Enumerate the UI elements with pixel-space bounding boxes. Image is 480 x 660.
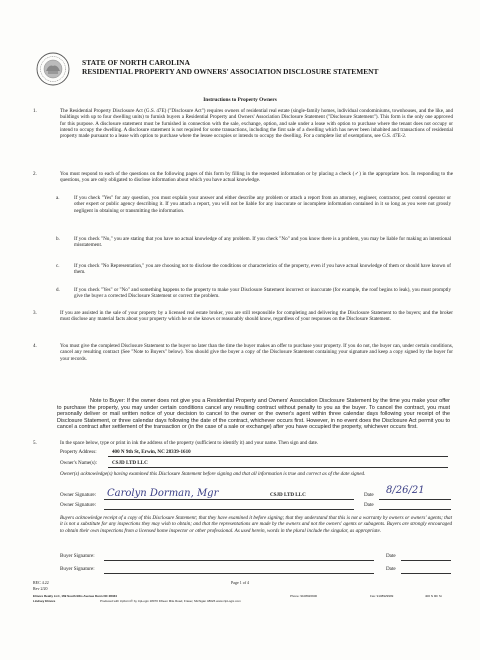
owners-names-value[interactable]: CSJD LTD LLC [112,460,148,466]
owner-acknowledgement: Owner(s) acknowledge(s) having examined this Disclosure Statement before signing and that all information is true and correct as of the date signed. [60,471,366,477]
buyer-date-label: Date [386,553,396,559]
item-number: 2. [33,171,37,177]
instructions-heading: Instructions to Property Owners [203,97,277,103]
item-text: You must respond to each of the questions on the following pages of this form by filling in the requested information or by placing a check (✓) in the appropriate box. In responding to the questions, you are only obligated to disclose information about which you have actual knowledge. [60,171,453,184]
item-text: The Residential Property Disclosure Act (G.S. 47E) ("Disclosure Act") requires owners of residential real estate (single-family homes, individual condominiums, townhouses, and the like, and buildings with up to four dwelling units) to furnish buyers a Residential Property and Owners' Association Disclosure Statement ("Disclosure Statement"). This form is the only one approved for this purpose. A disclosure statement must be furnished in connection with the sale, exchange, option, and sale under a lease with option to purchase where the tenant does not occupy or intend to occupy the dwelling. A disclosure statement is not required for some transactions, including the first sale of a dwelling which has never been inhabited and transactions of residential property made pursuant to a lease with option to purchase where the lessee occupies or intends to occupy the dwelling. For a complete list of exemptions, see G.S. 47E-2. [60,108,453,140]
item-number: 5. [33,440,37,446]
buyer-date2-line[interactable] [401,573,451,574]
owner-date2-line[interactable] [379,509,451,510]
footer-agent: Lindsey Elmore [33,599,56,603]
note-to-buyer: Note to Buyer: If the owner does not give you a Residential Property and Owners' Association Disclosure Statement by the time you make your offer to purchase the property, you may under certain conditions cancel any resulting contract without penalty to you as the buyer. To cancel the contract, you must personally deliver or mail written notice of your decision to cancel to the owner or the owner's agent within three calendar days following your receipt of the Disclosure Statement, or three calendar days following the date of the contract, whichever occurs first. However, in no event does the Disclosure Act permit you to cancel a contract after settlement of the transaction or (in the case of a sale or exchange) after you have occupied the property, whichever occurs first. [57,398,450,431]
state-heading: STATE OF NORTH CAROLINA [82,58,191,67]
item-number: 3. [33,310,37,316]
footer-file: 400 N 9th St [425,594,442,598]
form-revision: Rev 2/20 [33,586,48,591]
property-address-line [108,456,448,457]
footer-phone: Phone: 9108926900 [290,594,318,598]
property-address-value[interactable]: 400 N 9th St, Erwin, NC 28339-1610 [112,449,191,455]
footer-produced: Produced with zipForm® by zipLogix 18070 Fifteen Mile Road, Fraser, Michigan 48026 www.zipLogix.com [100,599,241,603]
owner-signature-label: Owner Signature: [60,492,97,498]
buyer-date2-label: Date [386,566,396,572]
buyers-acknowledgement: Buyers acknowledge receipt of a copy of this Disclosure Statement; that they have examined it before signing; that they understand that this is not a warranty by owners or owners' agents; that it is not a substitute for any inspections they may wish to obtain; and that the representations are made by the owners and not the owners' agents or subagents. Buyers are strongly encouraged to obtain their own inspections from a licensed home inspector or other professional. As used herein, words in the plural include the singular, as appropriate. [60,515,452,534]
buyer-signature2-line[interactable] [104,573,374,574]
item-text: You must give the completed Disclosure Statement to the buyer no later than the time the buyer makes an offer to purchase your property. If you do not, the buyer can, under certain conditions, cancel any resulting contract (See "Note to Buyers" below). You should give the buyer a copy of the Disclosure Statement containing your signature and keep a copy signed by the buyer for your records. [60,343,453,362]
item-number: 1. [33,108,37,114]
item-text: If you are assisted in the sale of your property by a licensed real estate broker, you are still responsible for completing and delivering the Disclosure Statement to the buyers; and the broker must disclose any material facts about your property which he or she knows or reasonably should know, regardless of your responses on the Disclosure Statement. [60,310,453,323]
page-number: Page 1 of 4 [230,580,250,585]
owner-date-handwritten[interactable]: 8/26/21 [386,485,425,496]
footer-fax: Fax: 9108929999 [370,594,394,598]
owner-signature-handwritten[interactable]: Carolyn Dorman, Mgr [107,488,219,499]
owner-signature2-line[interactable] [104,509,354,510]
buyer-date-line[interactable] [401,560,451,561]
owners-names-line [108,467,448,468]
buyer-signature-line[interactable] [104,560,374,561]
owner-signature-typed: CSJD LTD LLC [270,492,306,498]
disclosure-page: STATE OF NORTH CAROLINA RESIDENTIAL PROPERTY AND OWNERS' ASSOCIATION DISCLOSURE STATEMENT Instructions to Property Owners 1. The Residential Property Disclosure Act (G.S. 47E) ("Disclosure Act") requires owners of residential real estate (single-family homes, individual condominiums, townhouses, and the like, and buildings with up to four dwelling units) to furnish buyers a Residential Property and Owners' Association Disclosure Statement ("Disclosure Statement"). This form is the only one approved for this purpose. A disclosure statement must be furnished in connection with the sale, exchange, option, and sale under a lease with option to purchase where the tenant does not occupy or intend to occupy the dwelling. A disclosure statement is not required for some transactions, including the first sale of a dwelling which has never been inhabited and transactions of residential property made pursuant to a lease with option to purchase where the lessee occupies or intends to occupy the dwelling. For a complete list of exemptions, see G.S. 47E-2. 2. You must respond to each of the questions on the following pages of this form by filling in the requested information or by placing a check (✓) in the appropriate box. In responding to the questions, you are only obligated to disclose information about which you have actual knowledge. a. If you check "Yes" for any question, you must explain your answer and either describe any problem or attach a report from an attorney, engineer, contractor, pest control operator or other expert or public agency describing it. If you attach a report, you will not be liable for any inaccurate or incomplete information contained in it so long as you were not grossly negligent in obtaining or transmitting the information. b. If you check "No," you are stating that you have no actual knowledge of any problem. If you check "No" and you know there is a problem, you may be liable for making an intentional misstatement. c. If you check "No Representation," you are choosing not to disclose the conditions or characteristics of the property, even if you have actual knowledge of them or should have known of them. d. If you check "Yes" or "No" and something happens to the property to make your Disclosure Statement incorrect or inaccurate (for example, the roof begins to leak), you must promptly give the buyer a corrected Disclosure Statement or correct the problem. 3. If you are assisted in the sale of your property by a licensed real estate broker, you are still responsible for completing and delivering the Disclosure Statement to the buyers; and the broker must disclose any material facts about your property which he or she knows or reasonably should know, regardless of your responses on the Disclosure Statement. 4. You must give the completed Disclosure Statement to the buyer no later than the time the buyer makes an offer to purchase your property. If you do not, the buyer can, under certain conditions, cancel any resulting contract (See "Note to Buyers" below). You should give the buyer a copy of the Disclosure Statement containing your signature and keep a copy signed by the buyer for your records. Note to Buyer: If the owner does not give you a Residential Property and Owners' Association Disclosure Statement by the time you make your offer to purchase the property, you may under certain conditions cancel any resulting contract without penalty to you as the buyer. To cancel the contract, you must personally deliver or mail written notice of your decision to cancel to the owner or the owner's agent within three calendar days following your receipt of the Disclosure Statement, or three calendar days following the date of the contract, whichever occurs first. However, in no event does the Disclosure Act permit you to cancel a contract after settlement of the transaction or (in the case of a sale or exchange) after you have occupied the property, whichever occurs first. 5. In the space below, type or print in ink the address of the property (sufficient to identify it) and your name. Then sign and date. Property Address: 400 N 9th St, Erwin, NC 28339-1610 Owner's Name(s): CSJD LTD LLC Owner(s) acknowledge(s) having examined this Disclosure Statement before signing and that all information is true and correct as of the date signed. Owner Signature: Carolyn Dorman, Mgr CSJD LTD LLC Date 8/26/21 Owner Signature: Date Buyers acknowledge receipt of a copy of this Disclosure Statement; that they have examined it before signing; that they understand that this is not a warranty by owners or owners' agents; that it is not a substitute for any inspections they may wish to obtain; and that the representations are made by the owners and not the owners' agents or subagents. Buyers are strongly encouraged to obtain their own inspections from a licensed home inspector or other professional. As used herein, words in the plural include the singular, as appropriate. Buyer Signature: Date Buyer Signature: Date REC 4.22 Rev 2/20 Page 1 of 4 Elmore Realty LLC, 169 South Ellis Avenue Dunn NC 28334 Phone: 9108926900 Fax: 9108929999 400 N 9th St Lindsey Elmore Produced with zipForm® by zipLogix 18070 Fifteen Mile Road, Fraser, Michigan 48026 www.zipLogix.com [0,0,480,660]
item-text: In the space below, type or print in ink the address of the property (sufficient to identify it) and your name. Then sign and date. [60,440,319,446]
form-title: RESIDENTIAL PROPERTY AND OWNERS' ASSOCIATION DISCLOSURE STATEMENT [82,67,379,76]
form-number: REC 4.22 [33,580,49,585]
buyer-signature-label: Buyer Signature: [60,553,95,559]
footer-realty: Elmore Realty LLC, 169 South Ellis Avenue Dunn NC 28334 [33,594,117,598]
header [36,52,456,92]
state-seal-icon [36,52,70,86]
owner-date2-label: Date [364,502,374,508]
buyer-signature2-label: Buyer Signature: [60,566,95,572]
owner-date-line [379,499,451,500]
owner-date-label: Date [364,492,374,498]
owner-signature-line [104,499,354,500]
item-number: 4. [33,343,37,349]
checkmark-icon: ✓ [354,171,360,177]
property-address-label: Property Address: [60,449,97,455]
owners-names-label: Owner's Name(s): [60,460,97,466]
owner-signature2-label: Owner Signature: [60,502,97,508]
